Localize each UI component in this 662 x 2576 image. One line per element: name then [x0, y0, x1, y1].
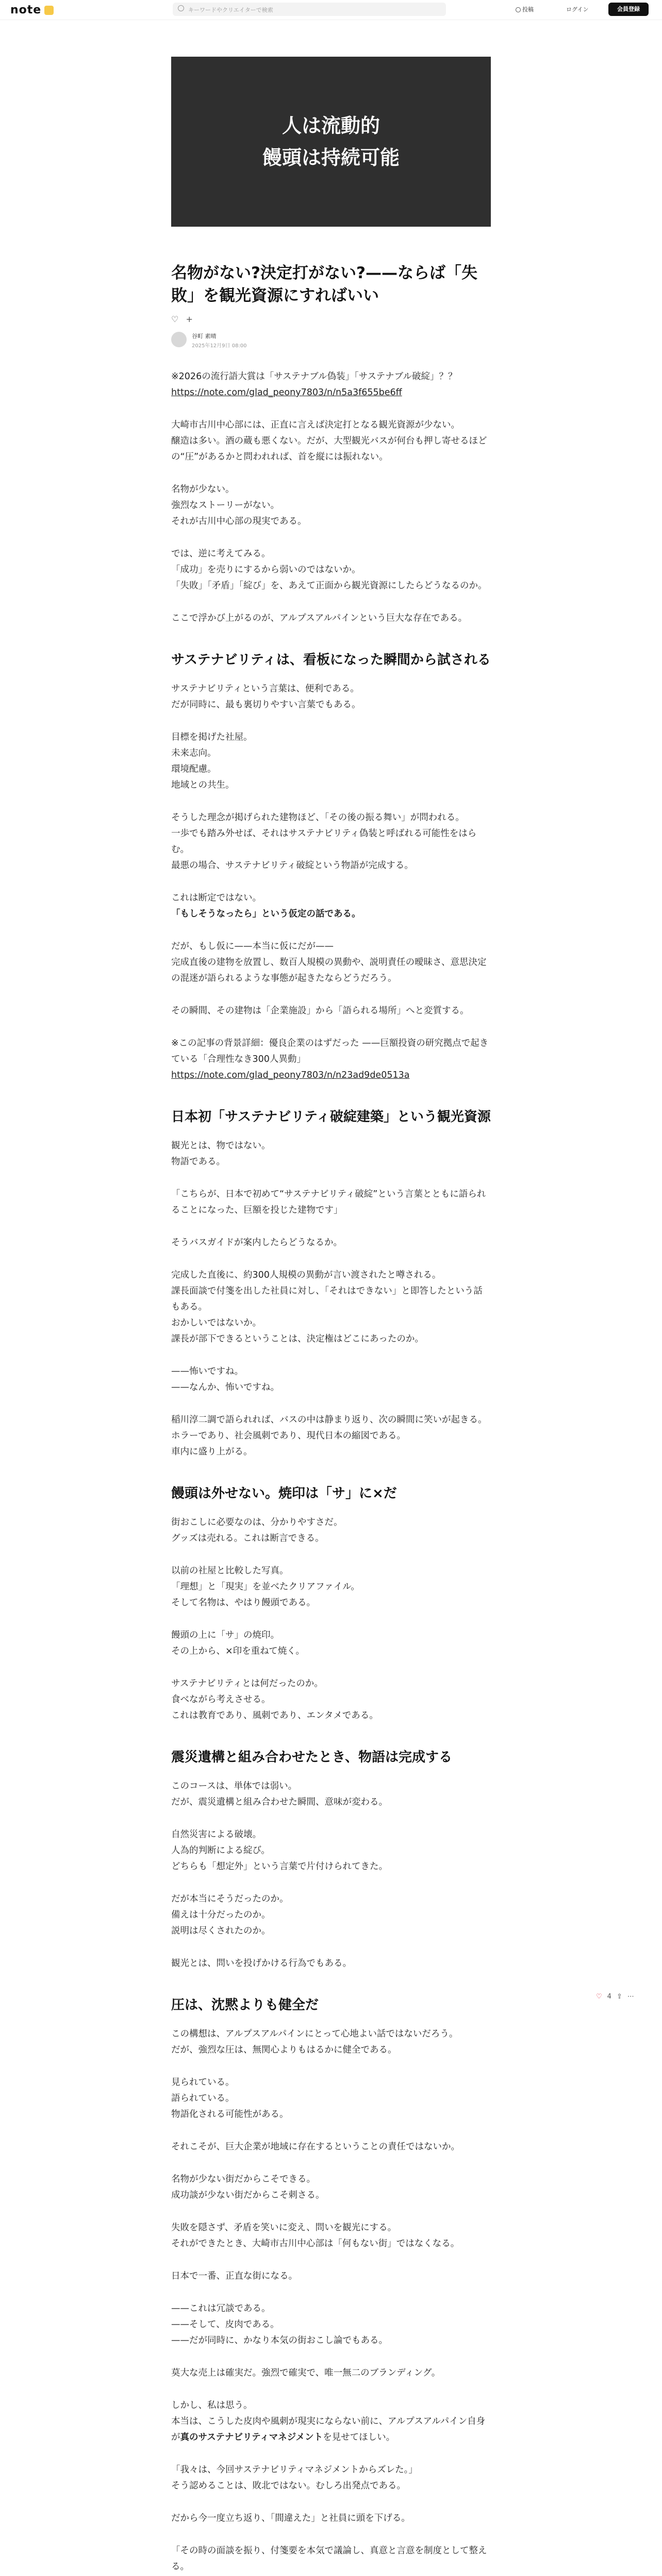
paragraph-line: ※この記事の背景詳細：優良企業のはずだった ——巨額投資の研究拠点で起きている「合理性なき300人異動」 [171, 1038, 489, 1064]
paragraph-line: 見られている。 [171, 2077, 235, 2088]
paragraph-line: 街おこしに必要なのは、分かりやすさだ。 [171, 1517, 343, 1528]
paragraph-line: サステナビリティとは何だったのか。 [171, 1679, 323, 1689]
paragraph-line: 「我々は、今回サステナビリティマネジメントからズレた。」 [171, 2465, 418, 2475]
paragraph [171, 1563, 491, 1611]
paragraph-line: 観光とは、問いを投げかける行為でもある。 [171, 1958, 352, 1969]
pen-icon [516, 7, 521, 12]
paragraph-line: 以前の社屋と比較した写真。 [171, 1566, 289, 1576]
paragraph-line: ——なんか、怖いですね。 [171, 1382, 279, 1393]
paragraph-line: 成功談が少ない街だからこそ刺さる。 [171, 2190, 325, 2200]
paragraph-line: 環境配慮。 [171, 764, 217, 774]
note-logo[interactable] [10, 4, 54, 16]
paragraph-line: ——怖いですね。 [171, 1366, 243, 1377]
paragraph [171, 1364, 491, 1396]
paragraph-line: しかし、私は思う。 [171, 2400, 253, 2411]
paragraph [171, 1515, 491, 1547]
paragraph-line: ——これは冗談である。 [171, 2303, 271, 2314]
search-icon [178, 5, 184, 11]
paragraph-line: 「失敗」「矛盾」「綻び」を、あえて正面から観光資源にしたらどうなるのか。 [171, 581, 487, 591]
paragraph [171, 2075, 491, 2123]
paragraph [171, 482, 491, 530]
paragraph-line: 失敗を隠さず、矛盾を笑いに変え、問いを観光にする。 [171, 2223, 397, 2233]
paragraph [171, 730, 491, 793]
like-heart-icon[interactable]: ♡ [596, 1993, 602, 2001]
paragraph [171, 546, 491, 594]
paragraph [171, 1827, 491, 1875]
paragraph-line: 観光とは、物ではない。 [171, 1141, 271, 1151]
paragraph [171, 2398, 491, 2446]
paragraph-line: 名物が少ない。 [171, 484, 235, 495]
article-title: 名物がない?決定打がない?——ならば「失敗」を観光資源にすればいい [171, 264, 477, 305]
paragraph-line: そうした理念が掲げられた建物ほど、「その後の振る舞い」が問われる。 [171, 812, 465, 823]
paragraph-line: 醸造は多い。酒の蔵も悪くない。だが、大型観光バスが何台も押し寄せるほどの“圧”があるかと問われれば、首を縦には振れない。 [171, 436, 487, 462]
post-button[interactable] [516, 5, 534, 13]
paragraph-line: それが古川中心部の現実である。 [171, 516, 307, 527]
paragraph-line: 車内に盛り上がる。 [171, 1447, 253, 1457]
paragraph [171, 2511, 491, 2527]
paragraph-line: ——だが同時に、かなり本気の街おこし論でもある。 [171, 2335, 388, 2346]
paragraph [171, 2026, 491, 2058]
paragraph-line: 課長が部下できるということは、決定権はどこにあったのか。 [171, 1334, 424, 1344]
paragraph [171, 1891, 491, 1939]
section-heading: サステナビリティは、看板になった瞬間から試される [171, 652, 491, 668]
post-date: 2025年12月9日 08:00 [192, 343, 247, 349]
paragraph-line: ——そして、皮肉である。 [171, 2319, 279, 2330]
paragraph-line: 目標を掲げた社屋。 [171, 732, 253, 742]
paragraph-line: ※2026の流行語大賞は「サステナブル偽装」「サステナブル破綻」？？ [171, 371, 457, 382]
paragraph [171, 2462, 491, 2494]
paragraph-line: サステナビリティという言葉は、便利である。 [171, 684, 359, 694]
paragraph [171, 1412, 491, 1460]
article [171, 262, 491, 2576]
paragraph-line: どちらも「想定外」という言葉で片付けられてきた。 [171, 1861, 388, 1872]
paragraph-line: 「理想」と「現実」を並べたクリアファイル。 [171, 1582, 360, 1592]
paragraph-line: 「こちらが、日本で初めて“サステナビリティ破綻”という言葉とともに語られることになった、巨額を投じた建物です」 [171, 1189, 486, 1215]
logo-badge-icon [44, 6, 54, 15]
paragraph [171, 1778, 491, 1810]
paragraph-line: 莫大な売上は確実だ。強烈で確実で、唯一無二のブランディング。 [171, 2368, 441, 2378]
paragraph [171, 1267, 491, 1347]
paragraph-line: だが、強烈な圧は、無関心よりもはるかに健全である。 [171, 2045, 397, 2055]
paragraph [171, 1628, 491, 1659]
paragraph-line: この構想は、アルプスアルパインにとって心地よい話ではないだろう。 [171, 2029, 458, 2039]
paragraph-line: これは教育であり、風刺であり、エンタメである。 [171, 1710, 378, 1721]
paragraph-line: 完成直後の建物を放置し、数百人規模の異動や、説明責任の曖昧さ、意思決定の混迷が語られるような事態が起きたならどうだろう。 [171, 957, 487, 984]
login-button[interactable]: ログイン [566, 6, 589, 13]
paragraph-line: 「成功」を売りにするから弱いのではないか。 [171, 565, 361, 575]
paragraph [171, 810, 491, 874]
share-icon[interactable]: ⇪ [616, 1993, 622, 2001]
paragraph [171, 1187, 491, 1218]
article-link[interactable]: https://note.com/glad_peony7803/n/n23ad9de0513a [171, 1070, 410, 1080]
plus-icon[interactable]: + [186, 314, 193, 324]
signup-button[interactable]: 会員登録 [608, 3, 649, 16]
paragraph-line: 強烈なストーリーがない。 [171, 500, 279, 511]
emphasis-text: 真のサステナビリティマネジメント [180, 2432, 323, 2443]
paragraph [171, 611, 491, 626]
floating-actions [596, 1993, 639, 2005]
paragraph [171, 1676, 491, 1724]
paragraph-line: 人為的判断による綻び。 [171, 1845, 270, 1856]
author-block [171, 331, 491, 351]
paragraph-line: 大崎市古川中心部には、正直に言えば決定打となる観光資源が少ない。 [171, 420, 460, 430]
paragraph-line: だから今一度立ち返り、「間違えた」と社員に頭を下げる。 [171, 2513, 410, 2523]
paragraph [171, 2172, 491, 2204]
paragraph-line: 未来志向。 [171, 748, 217, 758]
more-icon[interactable]: ⋯ [627, 1993, 634, 2001]
section-heading: 饅頭は外せない。焼印は「サ」に×だ [171, 1486, 397, 1501]
paragraph-line: 備えは十分だったのか。 [171, 1910, 271, 1920]
paragraph-line: その上から、×印を重ねて焼く。 [171, 1646, 305, 1656]
section-heading: 日本初「サステナビリティ破綻建築」という観光資源 [171, 1109, 491, 1125]
paragraph [171, 939, 491, 987]
heart-icon[interactable]: ♡ [171, 314, 179, 324]
paragraph-line: 「その時の面談を振り、付箋要を本気で議論し、真意と言意を制度として整える。 [171, 2546, 487, 2572]
paragraph [171, 2301, 491, 2349]
search-input[interactable] [173, 3, 446, 16]
like-count: 4 [607, 1993, 611, 2001]
paragraph-line: おかしいではないか。 [171, 1318, 261, 1328]
paragraph-line: 名物が少ない街だからこそできる。 [171, 2174, 316, 2184]
hero-line-1: 人は流動的 [282, 114, 380, 137]
paragraph-line: を見せてほしい。 [323, 2432, 395, 2443]
paragraph-line: そして名物は、やはり饅頭である。 [171, 1598, 316, 1608]
paragraph-line: 最悪の場合、サステナビリティ破綻という物語が完成する。 [171, 860, 413, 871]
article-link[interactable]: https://note.com/glad_peony7803/n/n5a3f655be6ff [171, 387, 402, 398]
section-heading: 圧は、沈黙よりも健全だ [171, 1997, 319, 2013]
paragraph [171, 890, 491, 922]
paragraph [171, 2220, 491, 2252]
paragraph [171, 1235, 491, 1251]
paragraph-line: 本当は、こうした皮肉や風刺が現実にならない前に、アルプスアルパイン自身が [171, 2416, 486, 2443]
paragraph-line: そうバスガイドが案内したらどうなるか。 [171, 1238, 342, 1248]
avatar[interactable] [171, 332, 187, 347]
paragraph [171, 1003, 491, 1019]
paragraph-line: 物語である。 [171, 1157, 225, 1167]
paragraph [171, 2139, 491, 2155]
paragraph-line: 課長面談で付箋を出した社員に対し、「それはできない」と即答したという話もある。 [171, 1286, 483, 1312]
paragraph-line: だが同時に、最も裏切りやすい言葉でもある。 [171, 700, 361, 710]
paragraph [171, 369, 491, 401]
paragraph [171, 1138, 491, 1170]
paragraph-line: このコースは、単体では弱い。 [171, 1781, 297, 1791]
paragraph [171, 1036, 491, 1083]
paragraph-line: 語られている。 [171, 2093, 235, 2104]
paragraph-line: 日本で一番、正直な街になる。 [171, 2271, 297, 2281]
article-actions [171, 314, 491, 326]
paragraph-line: 物語化される可能性がある。 [171, 2109, 289, 2120]
paragraph-line: 食べながら考えさせる。 [171, 1694, 271, 1705]
paragraph-line: だが本当にそうだったのか。 [171, 1894, 289, 1904]
paragraph-line: グッズは売れる。これは断言できる。 [171, 1533, 324, 1544]
article-body [171, 369, 491, 2576]
post-label: 投稿 [522, 6, 534, 13]
hero-image [171, 57, 491, 227]
logo-text: note [10, 4, 42, 16]
paragraph [171, 681, 491, 713]
section-heading: 震災遺構と組み合わせたとき、物語は完成する [171, 1750, 452, 1765]
paragraph [171, 1956, 491, 1972]
paragraph-line: だが、震災遺構と組み合わせた瞬間、意味が変わる。 [171, 1797, 388, 1807]
paragraph-line: 稲川淳二調で語られれば、バスの中は静まり返り、次の瞬間に笑いが起きる。 [171, 1415, 487, 1425]
paragraph [171, 2543, 491, 2576]
paragraph-line: 饅頭の上に「サ」の焼印。 [171, 1630, 279, 1640]
paragraph-line: その瞬間、その建物は「企業施設」から「語られる場所」へと変質する。 [171, 1006, 469, 1016]
paragraph-line: それができたとき、大崎市古川中心部は「何もない街」ではなくなる。 [171, 2239, 460, 2249]
paragraph-line: それこそが、巨大企業が地域に存在するということの責任ではないか。 [171, 2142, 460, 2152]
paragraph-line: これは断定ではない。 [171, 893, 261, 903]
paragraph [171, 417, 491, 465]
paragraph-line: そう認めることは、敗北ではない。むしろ出発点である。 [171, 2481, 406, 2491]
paragraph-line: ここで浮かび上がるのが、アルプスアルパインという巨大な存在である。 [171, 613, 468, 623]
emphasis-text: 「もしそうなったら」という仮定の話である。 [171, 909, 361, 919]
search-placeholder: キーワードやクリエイターで検索 [188, 7, 273, 13]
paragraph-line: 地域との共生。 [171, 780, 235, 790]
author-name[interactable]: 谷町 素晴 [192, 333, 217, 340]
paragraph-line: 一歩でも踏み外せば、それはサステナビリティ偽装と呼ばれる可能性をはらむ。 [171, 828, 477, 855]
paragraph-line: ホラーであり、社会風刺であり、現代日本の縮図である。 [171, 1431, 406, 1441]
paragraph-line: だが、もし仮に——本当に仮にだが—— [171, 941, 334, 952]
paragraph-line: では、逆に考えてみる。 [171, 549, 271, 559]
hero-line-2: 饅頭は持続可能 [262, 146, 400, 169]
paragraph-line: 完成した直後に、約300人規模の異動が言い渡されたと噂される。 [171, 1270, 441, 1280]
top-bar [0, 0, 662, 20]
paragraph-line: 自然災害による破壊。 [171, 1829, 261, 1840]
paragraph [171, 2365, 491, 2381]
paragraph-line: 説明は尽くされたのか。 [171, 1926, 271, 1936]
paragraph [171, 2268, 491, 2284]
